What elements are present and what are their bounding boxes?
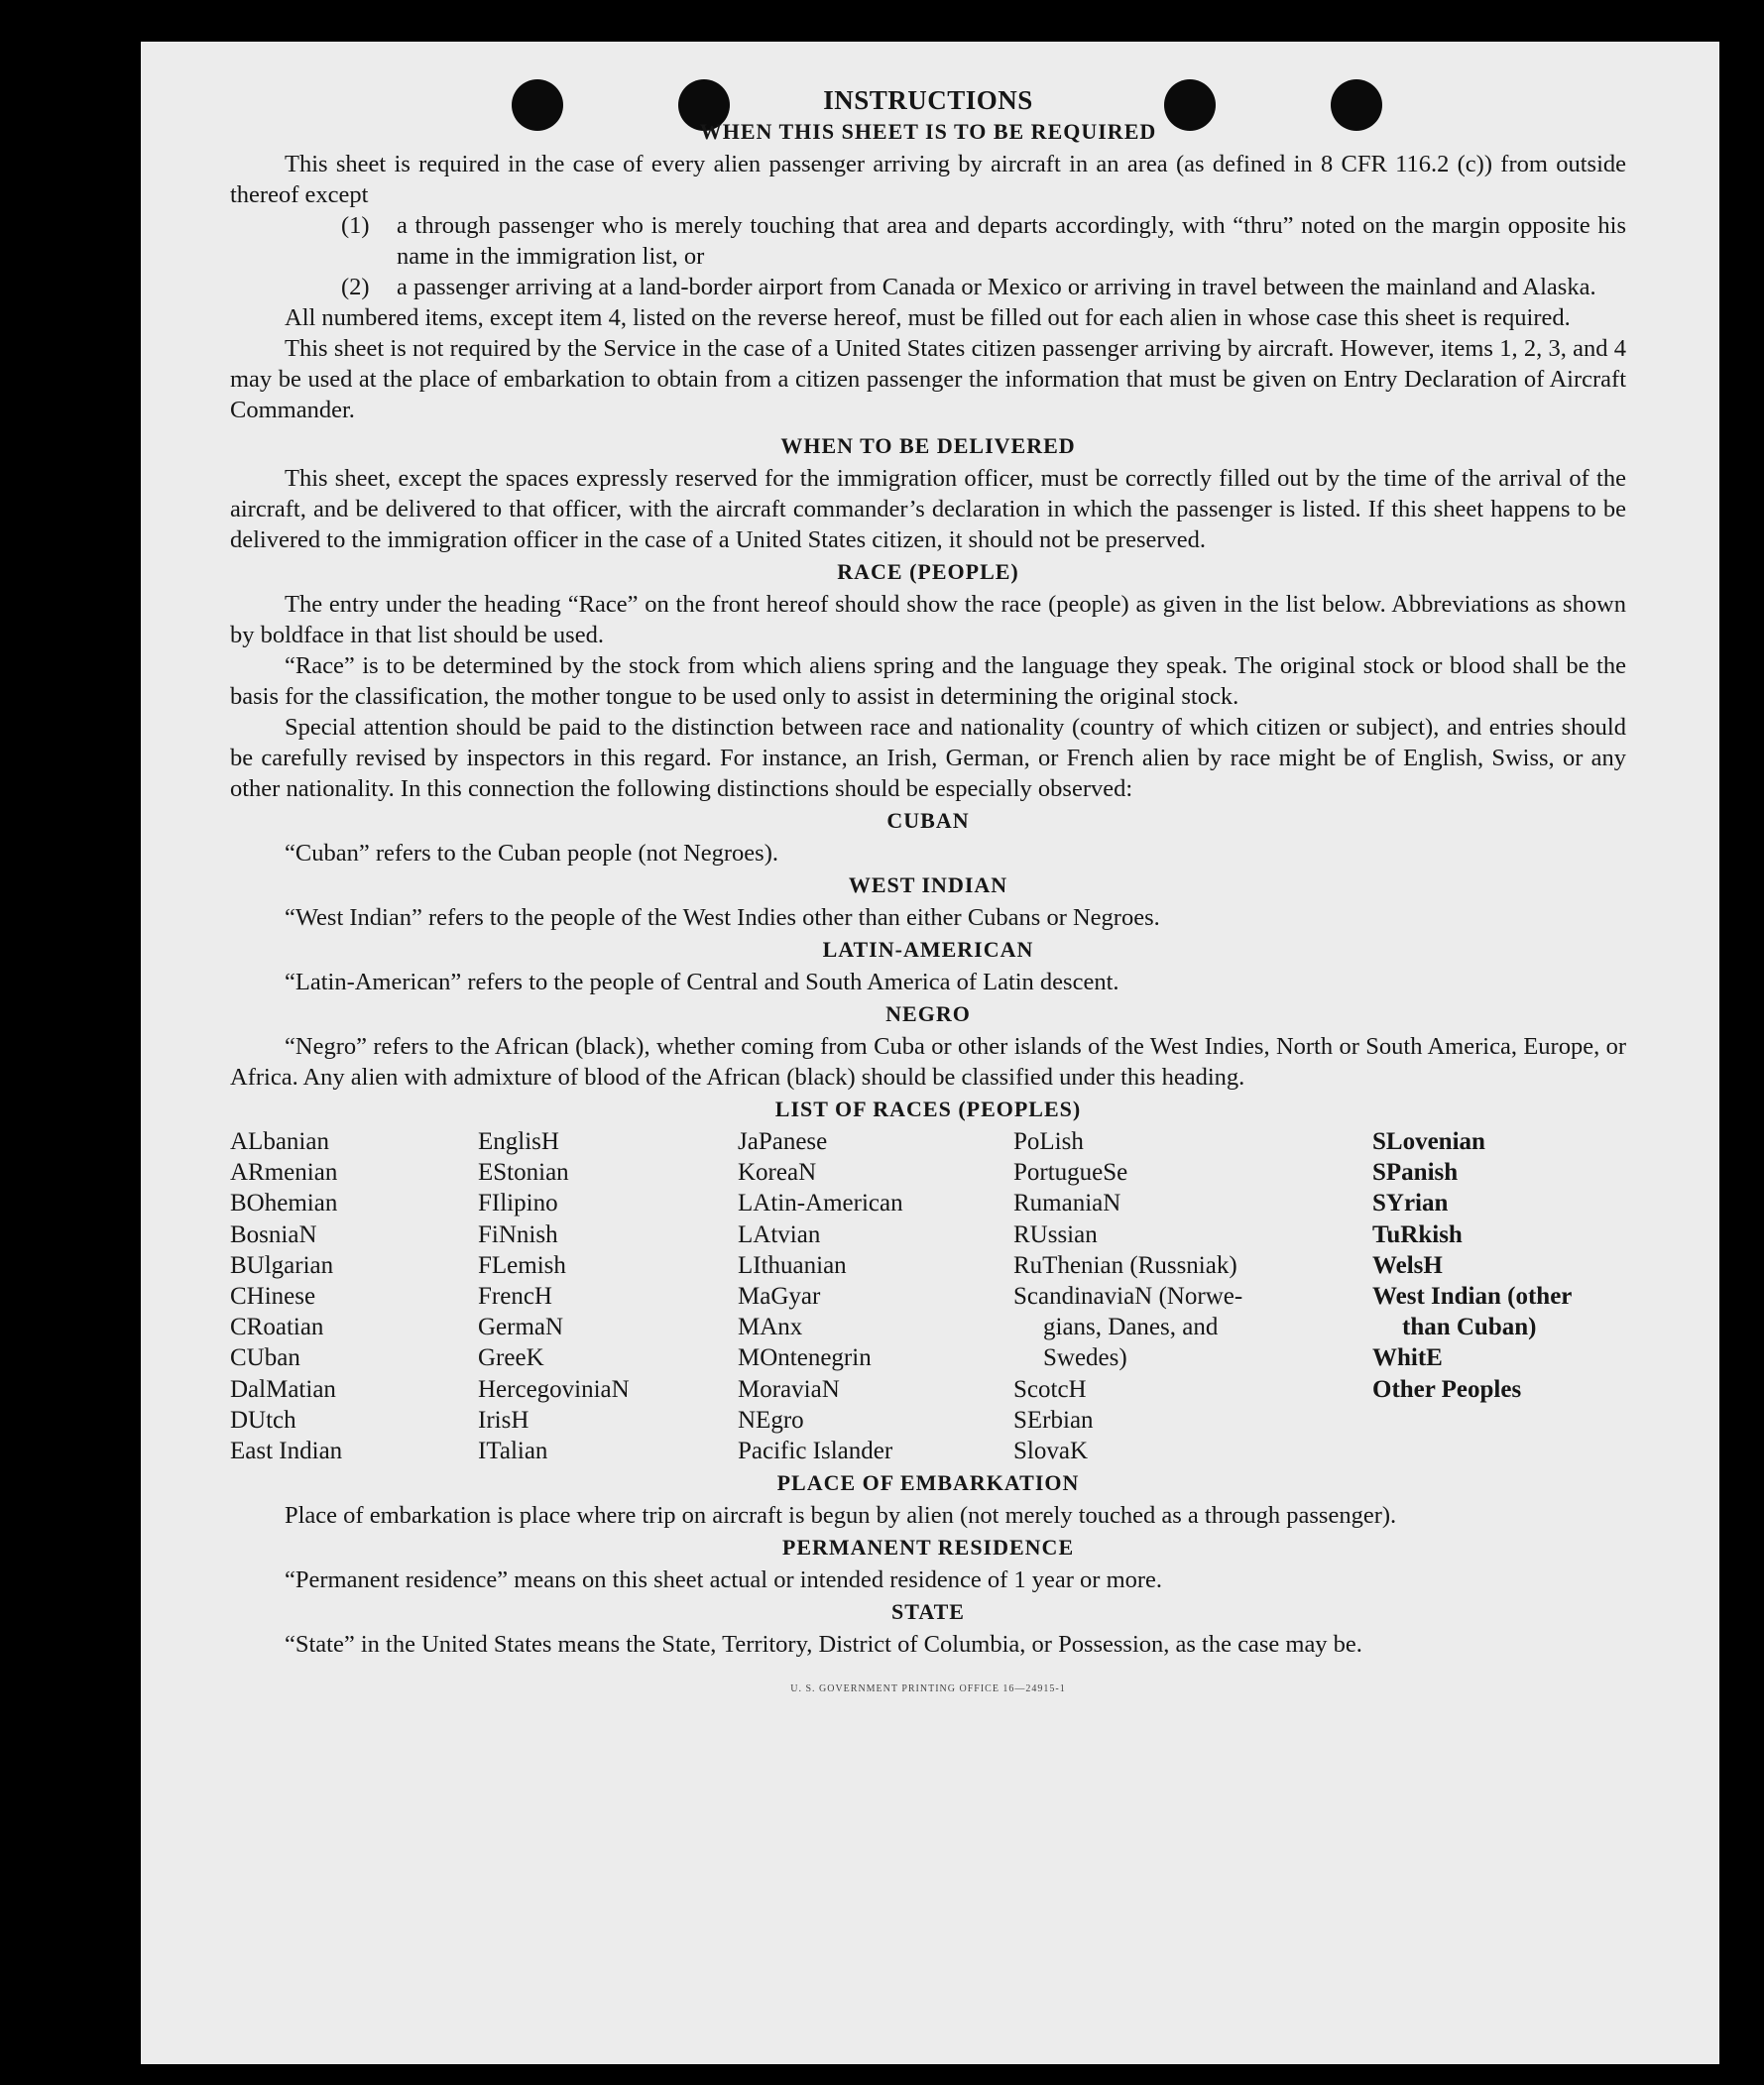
race-list [230,1126,1626,1466]
race-item: JaPanese [738,1128,828,1155]
race-item: WelsH [1372,1251,1443,1279]
paragraph: This sheet, except the spaces expressly reserved for the immigration officer, must be correctly filled out by the time of the arrival of the aircraft, and be delivered to that officer, with the aircraft commander’s declaration in which the passenger is listed. If this sheet happens to be delivered to the immigration officer in the case of a United States citizen, it should not be preserved. [230,465,1626,553]
race-item: DUtch [230,1406,296,1434]
race-item: MoraviaN [738,1375,840,1403]
race-item: KoreaN [738,1159,817,1187]
section-heading: WHEN THIS SHEET IS TO BE REQUIRED [699,119,1157,144]
race-column [230,1126,478,1466]
section-heading: LIST OF RACES (PEOPLES) [774,1097,1082,1121]
paragraph: Place of embarkation is place where trip on aircraft is begun by alien (not merely touched as a through passenger). [285,1502,1397,1530]
paragraph: All numbered items, except item 4, listed on the reverse hereof, must be filled out for each alien in whose case this sheet is required. [285,304,1571,331]
race-item: CUban [230,1344,300,1372]
race-item: EnglisH [478,1128,559,1155]
paragraph: This sheet is required in the case of every alien passenger arriving by aircraft in an area (as defined in 8 CFR 116.2 (c)) from outside thereof except [230,151,1626,208]
race-item: SYrian [1372,1190,1449,1217]
race-item: MOntenegrin [738,1344,872,1372]
race-column [1372,1126,1626,1466]
race-item: HercegoviniaN [478,1375,630,1403]
section-heading: CUBAN [886,808,970,833]
race-item: ALbanian [230,1128,329,1155]
race-item: CHinese [230,1283,316,1311]
race-item: BosniaN [230,1220,317,1248]
instructions-content [230,83,1626,1704]
item-text: a through passenger who is merely touching that area and departs accordingly, with “thru” noted on the margin opposite his name in the immigration list, or [397,212,1626,270]
item-number: (1) [341,212,370,239]
numbered-item [341,272,1626,302]
race-item: EStonian [478,1159,569,1187]
section-heading: PLACE OF EMBARKATION [776,1470,1080,1496]
printer-imprint: U. S. GOVERNMENT PRINTING OFFICE 16—24915-1 [790,1683,1066,1695]
race-item: BUlgarian [230,1251,334,1279]
race-item: FLemish [478,1251,566,1279]
item-number: (2) [341,274,370,300]
race-item: Swedes) [1043,1344,1127,1372]
race-item: LIthuanian [738,1251,847,1279]
race-item: Other Peoples [1372,1375,1522,1403]
paragraph: “Latin-American” refers to the people of Central and South America of Latin descent. [285,969,1119,995]
paragraph: Special attention should be paid to the distinction between race and nationality (country of which citizen or subject), and entries should be carefully revised by inspectors in this regard. For instance, an Irish, German, or French alien by race might be of English, Swiss, or any other nationality. In this connection the following distinctions should be especially observed: [230,714,1626,802]
race-item: West Indian (other [1372,1283,1573,1311]
race-item: East Indian [230,1438,343,1465]
race-item: SErbian [1013,1406,1094,1434]
race-item: MaGyar [738,1283,821,1311]
paragraph: The entry under the heading “Race” on the front hereof should show the race (people) as given in the list below. Abbreviations as shown by boldface in that list should be used. [230,591,1626,648]
race-item: FiNnish [478,1220,558,1248]
section-heading: NEGRO [885,1001,971,1026]
race-item: CRoatian [230,1314,324,1341]
race-item: IrisH [478,1406,529,1434]
section-heading: WEST INDIAN [848,872,1008,897]
race-item: TuRkish [1372,1220,1463,1248]
race-item: BOhemian [230,1190,338,1217]
paragraph: “Permanent residence” means on this sheet actual or intended residence of 1 year or more. [285,1566,1163,1594]
race-item: LAtvian [738,1220,821,1248]
race-item: NEgro [738,1406,804,1434]
section-heading: WHEN TO BE DELIVERED [780,433,1076,458]
race-item: ARmenian [230,1159,338,1187]
paragraph: “State” in the United States means the State, Territory, District of Columbia, or Possession, as the case may be. [285,1631,1362,1659]
race-item: DalMatian [230,1375,336,1403]
race-item: RUssian [1013,1220,1098,1248]
race-item: RuThenian (Russniak) [1013,1251,1237,1279]
race-column [478,1126,738,1466]
race-item: ScandinaviaN (Norwe- [1013,1283,1243,1311]
page-title: INSTRUCTIONS [823,85,1033,115]
section-heading: LATIN-AMERICAN [822,937,1034,962]
race-item: MAnx [738,1314,803,1341]
race-item: GreeK [478,1344,544,1372]
section-heading: PERMANENT RESIDENCE [781,1535,1075,1561]
section-heading: RACE (PEOPLE) [837,559,1019,584]
race-item: SlovaK [1013,1438,1088,1465]
race-item: FIlipino [478,1190,558,1217]
race-item: SPanish [1372,1159,1459,1187]
race-item: FrencH [478,1283,552,1311]
numbered-item [341,210,1626,272]
race-item: than Cuban) [1402,1314,1537,1341]
paragraph: “West Indian” refers to the people of the West Indies other than either Cubans or Negroes. [285,904,1160,931]
paragraph: “Cuban” refers to the Cuban people (not Negroes). [285,840,778,867]
paragraph: This sheet is not required by the Service in the case of a United States citizen passenger arriving by aircraft. However, items 1, 2, 3, and 4 may be used at the place of embarkation to obtain from a citizen passenger the information that must be given on Entry Declaration of Aircraft Commander. [230,335,1626,423]
race-item: ScotcH [1013,1375,1087,1403]
race-item: PoLish [1013,1128,1084,1155]
race-item: WhitE [1372,1344,1443,1372]
race-item: GermaN [478,1314,564,1341]
race-item: RumaniaN [1013,1190,1121,1217]
race-item: SLovenian [1372,1128,1485,1155]
race-item: LAtin-American [738,1190,903,1217]
item-text: a passenger arriving at a land-border airport from Canada or Mexico or arriving in travel between the mainland and Alaska. [397,274,1596,300]
race-item: ITalian [478,1438,548,1465]
paragraph: “Race” is to be determined by the stock from which aliens spring and the language they speak. The original stock or blood shall be the basis for the classification, the mother tongue to be used only to assist in determining the original stock. [230,652,1626,710]
section-heading: STATE [891,1599,965,1625]
race-column [738,1126,1013,1466]
race-column [1013,1126,1372,1466]
race-item: Pacific Islander [738,1438,893,1465]
race-item: PortugueSe [1013,1159,1128,1187]
paragraph: “Negro” refers to the African (black), whether coming from Cuba or other islands of the West Indies, North or South America, Europe, or Africa. Any alien with admixture of blood of the African (black) should be classified under this heading. [230,1033,1626,1091]
race-item: gians, Danes, and [1043,1314,1219,1341]
document-sheet [141,42,1719,2064]
